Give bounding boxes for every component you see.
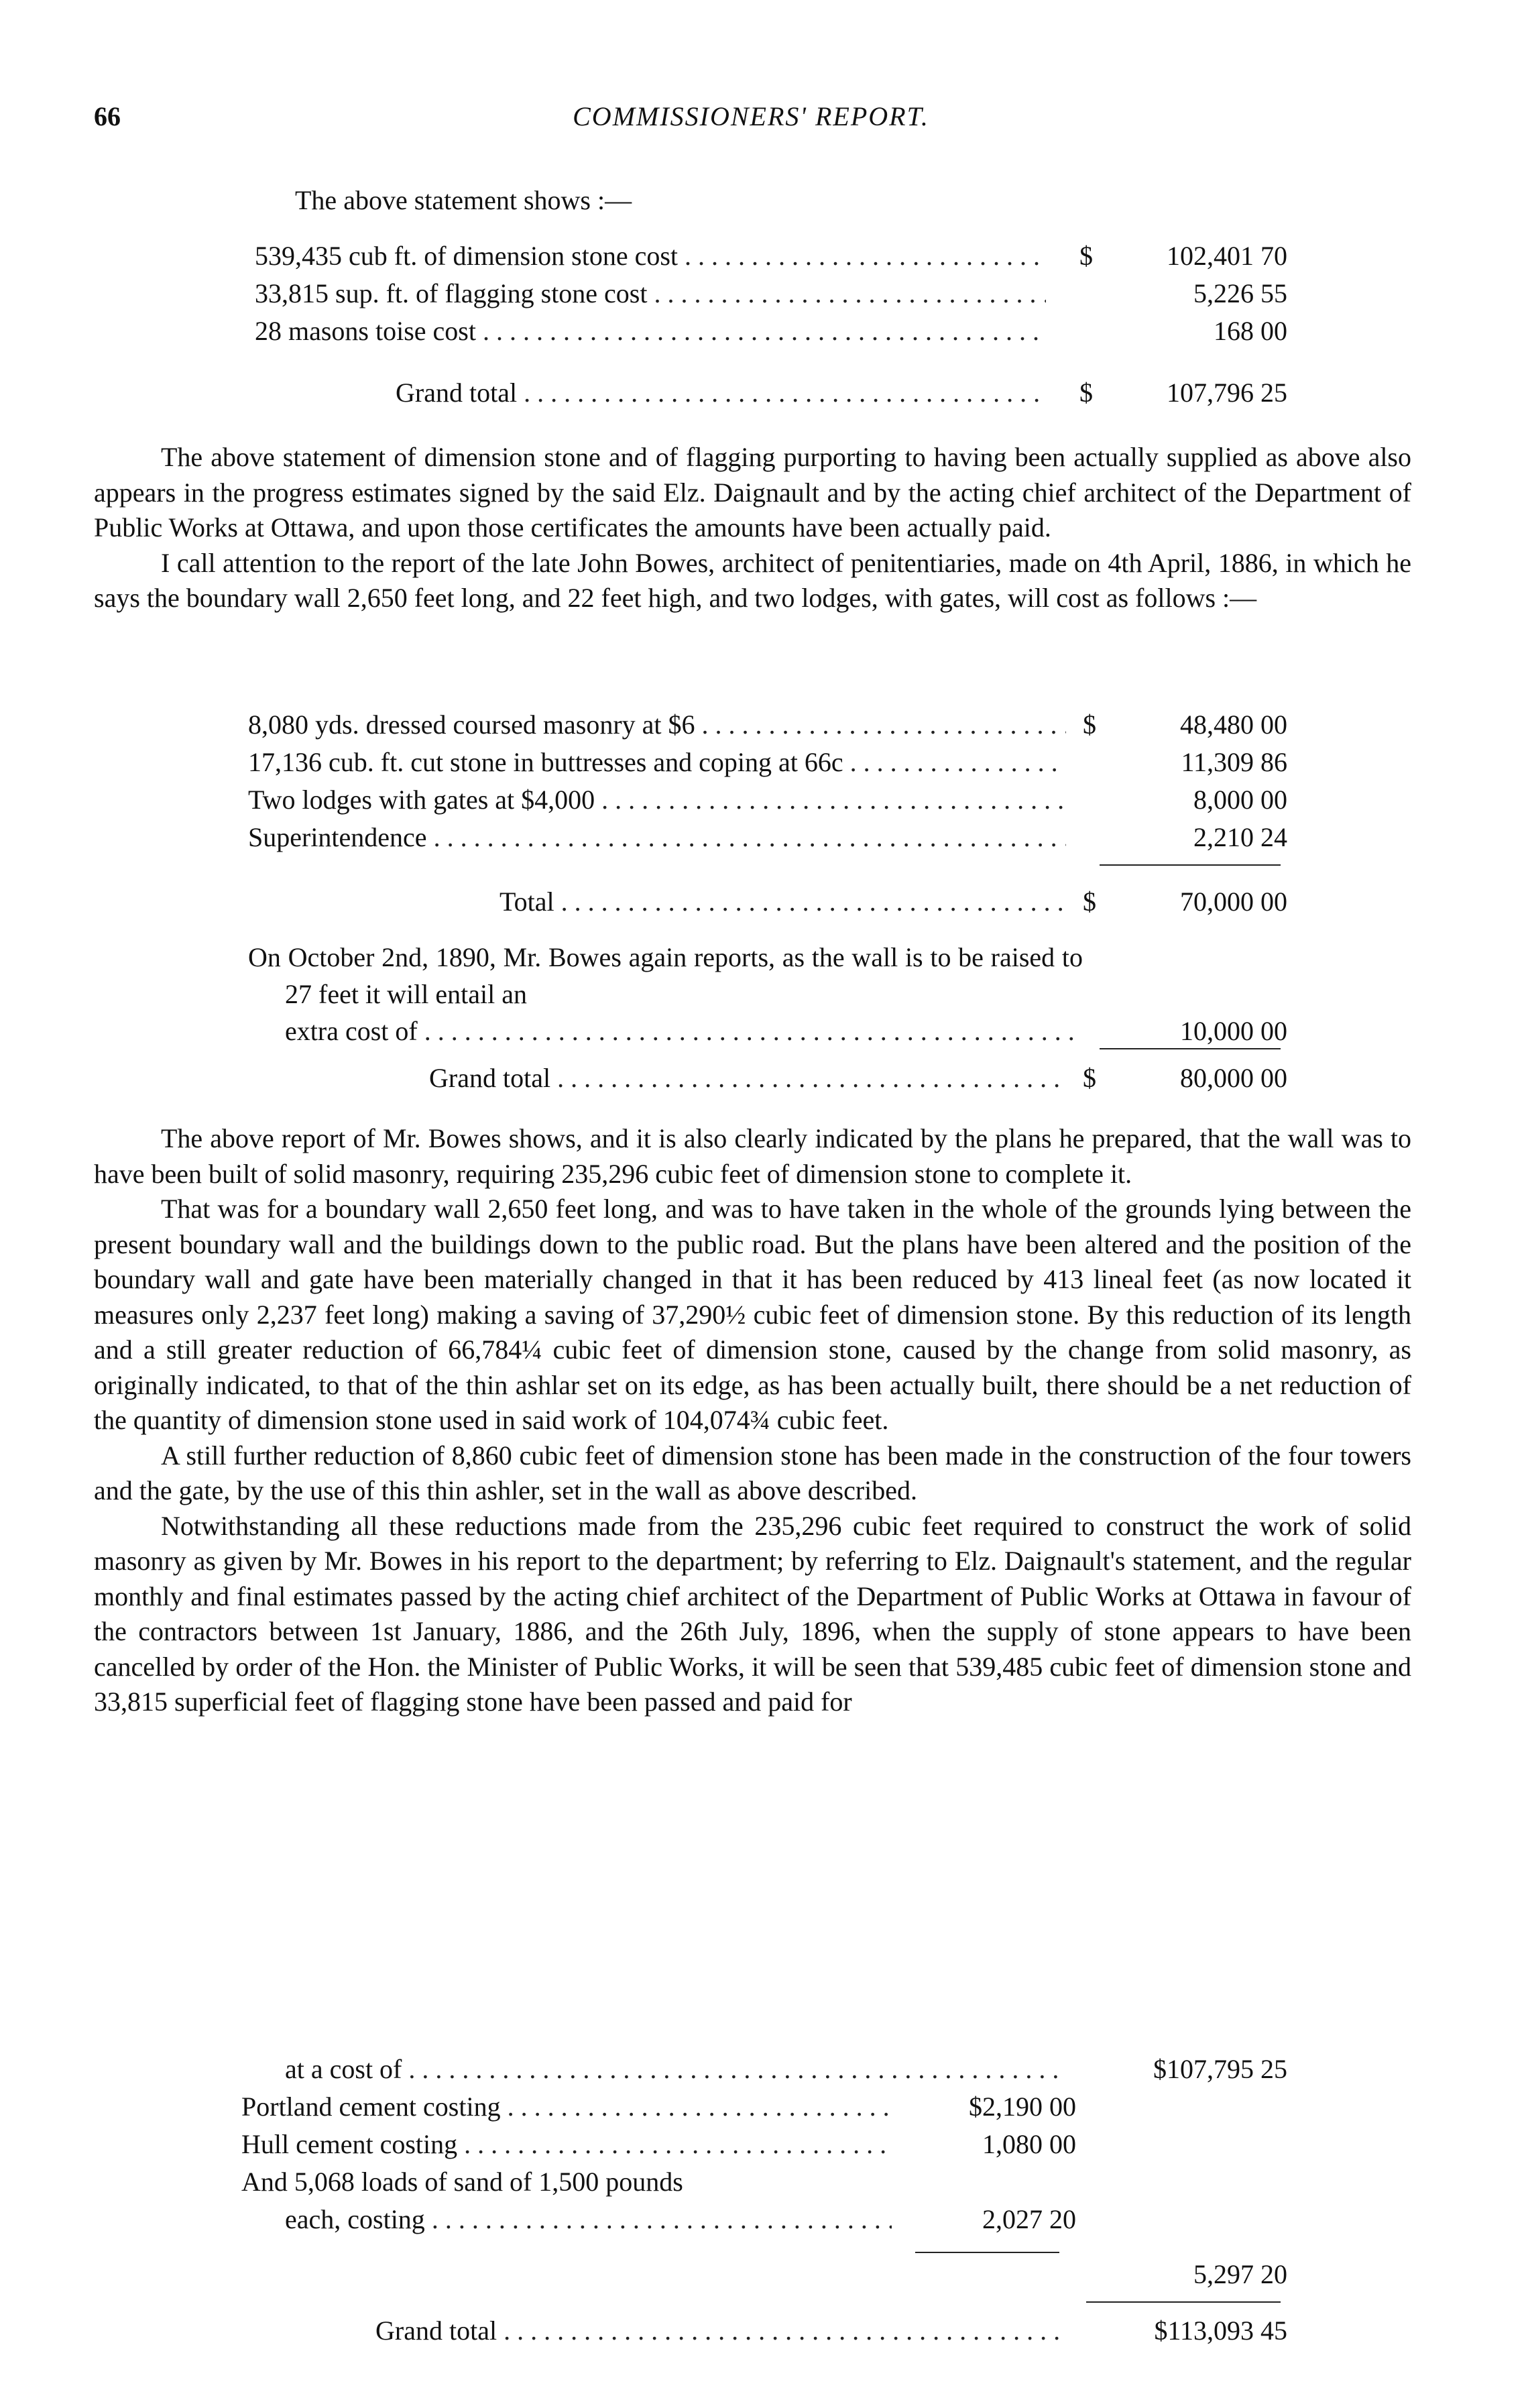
ledger-row	[241, 2163, 1076, 2201]
ledger-label: 28 masons toise cost . . .	[255, 312, 1046, 350]
grand-total-row	[429, 1059, 1287, 1097]
total-amount: 70,000 00	[1180, 886, 1287, 917]
paragraph: I call attention to the report of the late John Bowes, architect of penitentiaries, made on 4th April, 1886, in which he says the boundary wall 2,650 feet long, and 22 feet high, and two lodges, with gates, will cost as follows :—	[94, 547, 1411, 613]
ledger-label: 17,136 cub. ft. cut stone in buttresses and coping at 66c . . .	[248, 744, 1066, 781]
running-title: COMMISSIONERS' REPORT.	[573, 101, 929, 131]
ledger-row	[255, 312, 1287, 350]
currency-sign: $	[1083, 886, 1096, 917]
paragraph: Notwithstanding all these reductions made from the 235,296 cubic feet required to construct the work of solid masonry as given by Mr. Bowes in his report to the department; by referring to Elz. Daignault's statement, and the regular monthly and final estimates passed by the acting chief architect of the Department of Public Works at Ottawa in favour of the contractors between 1st January, 1886, and the 26th July, 1896, when the supply of stone appears to have been cancelled by order of the Hon. the Minister of Public Works, it will be seen that 539,485 cubic feet of dimension stone and 33,815 superficial feet of flagging stone have been passed and paid for	[94, 1510, 1411, 1717]
extra-cost-amount: 10,000 00	[1180, 1016, 1287, 1046]
ledger-row	[255, 275, 1287, 312]
ledger-amount: 11,309 86	[1181, 747, 1287, 777]
sum-rule	[1100, 1048, 1281, 1049]
ledger-label: each, costing . . .	[285, 2201, 892, 2238]
paragraph: A still further reduction of 8,860 cubic feet of dimension stone has been made in the construction of the four towers and the gate, by the use of this thin ashler, set in the wall as above described.	[94, 1440, 1411, 1505]
ledger-row	[255, 237, 1287, 275]
sum-rule	[1100, 864, 1281, 866]
ledger-label: Superintendence . . .	[248, 819, 1066, 856]
extra-cost-label: extra cost of . . .	[285, 1013, 1083, 1050]
ledger-amount: 1,080 00	[982, 2129, 1076, 2159]
ledger-row	[248, 819, 1287, 856]
total-label: Total . . .	[499, 883, 1066, 921]
ledger-amount: $107,795 25	[1153, 2054, 1287, 2084]
ledger-row	[241, 2126, 1076, 2163]
ledger-label: at a cost of . . .	[285, 2051, 1066, 2088]
body-text-a	[94, 440, 1411, 616]
ledger-label: 33,815 sup. ft. of flagging stone cost . . .	[255, 275, 1046, 312]
ledger-row	[248, 781, 1287, 819]
grand-total-label: Grand total . . .	[429, 1059, 1066, 1097]
ledger-amount: 48,480 00	[1180, 709, 1287, 740]
currency-sign: $	[1079, 241, 1093, 271]
subtotal-row	[1086, 2256, 1287, 2293]
grand-total-amount: $113,093 45	[1154, 2315, 1287, 2346]
grand-total-label: Grand total . . .	[375, 2312, 1066, 2350]
ledger-amount: 8,000 00	[1193, 785, 1287, 815]
paragraph: The above statement of dimension stone and of flagging purporting to having been actually supplied as above also appears in the progress estimates signed by the said Elz. Daignault and by the acting chief architect of the Department of Public Works at Ottawa, and upon those certificates the amounts have been actually paid.	[94, 442, 1411, 542]
paragraph: The above report of Mr. Bowes shows, and it is also clearly indicated by the plans he prepared, that the wall was to have been built of solid masonry, requiring 235,296 cubic feet of dimension stone to complete it.	[94, 1123, 1411, 1189]
subtotal-amount: 5,297 20	[1193, 2259, 1287, 2289]
ledger-label: Two lodges with gates at $4,000 . . .	[248, 781, 1066, 819]
sum-rule	[915, 2252, 1059, 2253]
statement-intro: The above statement shows :—	[295, 185, 632, 215]
currency-sign: $	[1079, 378, 1093, 408]
page-header	[94, 101, 1408, 141]
grand-total-amount: 80,000 00	[1180, 1063, 1287, 1093]
paragraph: That was for a boundary wall 2,650 feet long, and was to have taken in the whole of the grounds lying between the present boundary wall and the buildings down to the public road. But the plans have been altered and the position of the boundary wall and gate have been materially changed in that it has been reduced by 413 lineal feet (as now located it measures only 2,237 feet long) making a saving of 37,290½ cubic feet of dimension stone. By this reduction of its length and a still greater reduction of 66,784¼ cubic feet of dimension stone, caused by the change from solid masonry, as originally indicated, to that of the thin ashlar set on its edge, as has been actually built, there should be a net reduction of the quantity of dimension stone used in said work of 104,074¾ cubic feet.	[94, 1194, 1411, 1435]
extra-cost-row	[285, 1013, 1287, 1050]
ledger-label: 539,435 cub ft. of dimension stone cost . . .	[255, 237, 1046, 275]
ledger-amount: 2,210 24	[1193, 822, 1287, 852]
ledger-row	[285, 2201, 1076, 2238]
page-number: 66	[94, 101, 121, 131]
grand-total-label: Grand total . . .	[396, 374, 1046, 412]
grand-total-row	[375, 2312, 1287, 2350]
currency-sign: $	[1083, 709, 1096, 740]
extra-cost-note	[248, 939, 1083, 1013]
currency-sign: $	[1083, 1063, 1096, 1093]
ledger-amount: 168 00	[1214, 316, 1287, 346]
extra-cost-text: On October 2nd, 1890, Mr. Bowes again reports, as the wall is to be raised to 27 feet it will entail an	[248, 942, 1083, 1009]
total-row	[499, 883, 1287, 921]
sand-line: And 5,068 loads of sand of 1,500 pounds	[241, 2167, 683, 2197]
grand-total-amount: 107,796 25	[1167, 378, 1287, 408]
ledger-amount: 5,226 55	[1193, 278, 1287, 308]
body-text-b	[94, 1121, 1411, 1720]
ledger-row	[248, 744, 1287, 781]
ledger-row	[248, 706, 1287, 744]
ledger-amount: 102,401 70	[1167, 241, 1287, 271]
ledger-label: 8,080 yds. dressed coursed masonry at $6 . . .	[248, 706, 1066, 744]
ledger-label: Portland cement costing . . .	[241, 2088, 892, 2126]
grand-total-row	[396, 374, 1287, 412]
ledger-row	[285, 2051, 1287, 2088]
ledger-label: Hull cement costing . . .	[241, 2126, 892, 2163]
ledger-row	[241, 2088, 1076, 2126]
ledger-amount: $2,190 00	[969, 2091, 1076, 2122]
ledger-amount: 2,027 20	[982, 2204, 1076, 2234]
sum-rule	[1086, 2301, 1281, 2303]
